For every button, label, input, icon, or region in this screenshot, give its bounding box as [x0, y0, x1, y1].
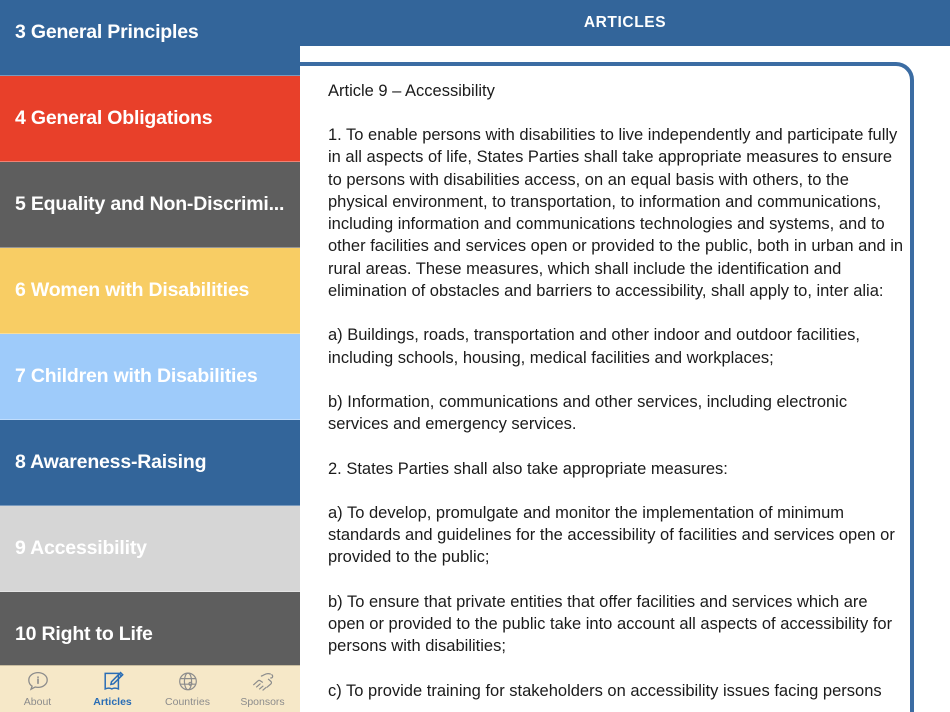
article-paragraph-list [328, 124, 908, 702]
sidebar-item-label: 7 Children with Disabilities [15, 365, 258, 387]
header-bar [300, 0, 950, 46]
bottom-tab-bar [0, 665, 300, 712]
content-pane [300, 0, 950, 712]
sidebar-item[interactable] [0, 76, 300, 162]
article-paragraph: b) To ensure that private entities that offer facilities and services which are open or provided to the public take into account all aspects of accessibility for persons with disabilities; [328, 592, 893, 656]
article-paragraph: b) Information, communications and other services, including electronic services and emergency services. [328, 392, 848, 434]
tab-label: About [23, 696, 52, 708]
sidebar-item[interactable] [0, 0, 300, 76]
sidebar-item-label: 8 Awareness-Raising [15, 451, 207, 473]
tab-label: Sponsors [240, 696, 285, 708]
article-paragraph: a) To develop, promulgate and monitor the implementation of minimum standards and guidelines for the accessibility of facilities and services open or provided to the public; [328, 503, 895, 567]
tab-label: Countries [165, 696, 210, 708]
tab-label: Articles [93, 696, 132, 708]
sidebar-item[interactable] [0, 334, 300, 420]
sidebar-item-label: 5 Equality and Non-Discrimi... [15, 193, 285, 215]
handshake-icon [250, 669, 276, 695]
sidebar-item-label: 4 General Obligations [15, 107, 213, 129]
sidebar-item[interactable] [0, 506, 300, 592]
sidebar-article-list [0, 0, 300, 678]
article-paragraph: 2. States Parties shall also take appropriate measures: [328, 459, 728, 478]
article-paragraph: a) Buildings, roads, transportation and other indoor and outdoor facilities, including schools, housing, medical facilities and workplaces; [328, 326, 860, 367]
tab-countries[interactable] [151, 669, 225, 708]
tab-about[interactable] [1, 669, 75, 708]
sidebar-item-label: 9 Accessibility [15, 537, 147, 559]
sidebar-item[interactable] [0, 162, 300, 248]
article-title: Article 9 – Accessibility [328, 82, 495, 100]
article-paragraph: 1. To enable persons with disabilities to live independently and participate fully in all aspects of life, States Parties shall take appropriate measures to ensure to persons with disabilities access, on an equal basis with others, to the physical environment, to transportation, to information and communications, including information and communications technologies and systems, and to other facilities and services open or provided to the public, both in urban and in rural areas. These measures, which shall include the identification and elimination of obstacles and barriers to accessibility, shall apply to, inter alia: [328, 126, 904, 301]
article-paragraph: c) To provide training for stakeholders on accessibility issues facing persons [328, 681, 882, 700]
globe-icon [175, 669, 201, 695]
page-title: ARTICLES [583, 14, 667, 31]
sidebar [0, 0, 300, 712]
sidebar-item-label: 3 General Principles [15, 21, 199, 43]
tab-sponsors[interactable] [226, 669, 300, 708]
article-body[interactable] [328, 80, 908, 712]
sidebar-item[interactable] [0, 248, 300, 334]
notepad-pencil-icon [100, 669, 126, 695]
tab-articles[interactable] [76, 669, 150, 708]
info-bubble-icon [25, 669, 51, 695]
sidebar-item[interactable] [0, 420, 300, 506]
sidebar-item-label: 10 Right to Life [15, 623, 153, 645]
sidebar-item-label: 6 Women with Disabilities [15, 279, 250, 301]
